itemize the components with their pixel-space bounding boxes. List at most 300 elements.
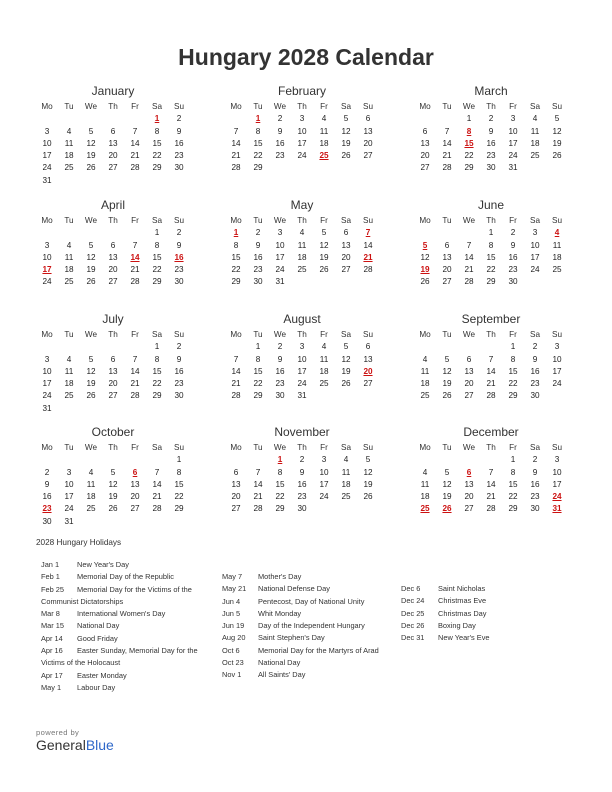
day-cell: 30 [174,277,184,287]
day-cell: 22 [253,151,263,161]
weekday-header: Tu [64,102,74,111]
day-cell: 6 [233,467,239,477]
day-cell: 22 [508,492,518,502]
day-cell: 24 [275,265,285,275]
weekday-header: Sa [529,443,540,452]
holiday-date: Feb 25 [41,584,65,594]
weekday-header: Th [486,443,496,452]
day-cell: 11 [86,479,96,489]
holiday-list-column-3 [401,583,581,644]
day-cell: 12 [86,138,96,148]
day-cell: 5 [365,455,371,465]
weekday-header: Su [362,330,373,339]
weekday-header: We [462,216,476,225]
day-cell: 29 [152,391,162,401]
day-cell: 13 [108,366,118,376]
holiday-date: Dec 24 [401,596,425,606]
day-cell: 18 [420,379,430,389]
weekday-header: Fr [131,443,139,452]
holiday-name: Easter Monday [77,670,127,680]
weekday-header: Fr [509,330,517,339]
weekday-header: Th [486,330,496,339]
empty-cell [102,113,124,125]
day-cell: 23 [174,265,184,275]
month-name: December [463,425,519,439]
empty-cell [247,454,269,466]
day-cell: 17 [42,379,52,389]
day-cell: 6 [466,354,472,364]
holiday-day-cell: 14 [130,252,140,262]
holiday-name: Memorial Day of the Republic [77,572,174,582]
day-cell: 26 [341,151,351,161]
holiday-date: Mar 8 [41,609,60,619]
day-cell: 28 [442,163,452,173]
holiday-day-cell: 1 [255,114,261,124]
day-cell: 9 [277,126,283,136]
day-cell: 21 [231,379,241,389]
empty-cell [80,113,102,125]
weekday-header: Su [362,102,373,111]
day-cell: 15 [508,366,518,376]
holiday-item [401,595,581,607]
day-cell: 6 [110,354,116,364]
empty-cell [58,341,80,353]
holiday-day-cell: 16 [174,252,184,262]
day-cell: 8 [154,240,160,250]
day-cell: 24 [508,151,518,161]
day-cell: 4 [422,467,428,477]
holiday-day-cell: 24 [552,492,562,502]
day-cell: 7 [488,354,494,364]
day-cell: 17 [64,492,74,502]
empty-cell [414,454,436,466]
holiday-name: Whit Monday [258,608,302,618]
day-cell: 28 [231,391,241,401]
day-cell: 24 [42,163,52,173]
day-cell: 16 [253,252,263,262]
day-cell: 24 [42,277,52,287]
weekday-header: Su [173,330,184,339]
holiday-day-cell: 6 [466,467,472,477]
day-cell: 1 [176,455,182,465]
day-cell: 4 [343,455,349,465]
empty-cell [124,341,146,353]
day-cell: 7 [233,126,239,136]
holiday-name: Memorial Day for the Victims of the [77,584,192,594]
empty-cell [36,454,58,466]
day-cell: 30 [42,516,52,526]
weekday-header: We [462,102,476,111]
month-name: August [283,312,321,326]
day-cell: 21 [231,151,241,161]
day-cell: 27 [108,277,118,287]
day-cell: 13 [130,479,140,489]
weekday-header: Tu [64,216,74,225]
holiday-day-cell: 19 [420,265,430,275]
day-cell: 22 [174,492,184,502]
day-cell: 3 [510,114,516,124]
brand-name-part1: General [36,737,86,753]
day-cell: 18 [64,379,74,389]
day-cell: 4 [66,354,72,364]
day-cell: 11 [297,240,307,250]
holidays-title: 2028 Hungary Holidays [36,538,122,547]
day-cell: 5 [88,240,94,250]
day-cell: 8 [233,240,239,250]
day-cell: 17 [552,479,562,489]
day-cell: 21 [464,265,474,275]
weekday-header: Th [108,443,118,452]
day-cell: 9 [488,126,494,136]
holiday-name: Boxing Day [438,620,476,630]
holiday-name: All Saints' Day [258,670,306,680]
day-cell: 21 [442,151,452,161]
holiday-item [222,645,402,657]
day-cell: 24 [319,492,329,502]
day-cell: 10 [42,366,52,376]
day-cell: 23 [174,151,184,161]
weekday-header: Mo [230,102,242,111]
empty-cell [102,454,124,466]
empty-cell [458,227,480,239]
day-cell: 30 [253,277,263,287]
day-cell: 23 [297,492,307,502]
day-cell: 20 [108,265,118,275]
day-cell: 1 [154,228,160,238]
day-cell: 18 [64,151,74,161]
day-cell: 15 [275,479,285,489]
day-cell: 7 [444,126,450,136]
empty-cell [102,227,124,239]
day-cell: 17 [508,138,518,148]
holiday-name: National Defense Day [258,584,330,594]
holiday-day-cell: 31 [552,504,562,514]
day-cell: 15 [152,252,162,262]
day-cell: 20 [363,138,373,148]
day-cell: 27 [363,379,373,389]
holiday-date: Dec 26 [401,620,425,630]
weekday-header: Mo [230,216,242,225]
day-cell: 20 [231,492,241,502]
day-cell: 3 [277,228,283,238]
holiday-name: Easter Sunday, Memorial Day for the [77,646,198,656]
day-cell: 10 [530,240,540,250]
day-cell: 26 [86,277,96,287]
day-cell: 5 [88,126,94,136]
day-cell: 11 [341,467,351,477]
day-cell: 17 [319,479,329,489]
day-cell: 1 [255,342,261,352]
day-cell: 22 [152,265,162,275]
month-october [36,425,190,528]
day-cell: 19 [86,379,96,389]
weekday-header: Mo [41,330,53,339]
day-cell: 26 [341,379,351,389]
day-cell: 16 [275,366,285,376]
day-cell: 19 [108,492,118,502]
day-cell: 29 [152,163,162,173]
empty-cell [102,341,124,353]
day-cell: 19 [341,138,351,148]
day-cell: 13 [363,126,373,136]
day-cell: 11 [64,366,74,376]
holiday-name-continued: Victims of the Holocaust [41,658,121,668]
day-cell: 13 [420,138,430,148]
day-cell: 18 [319,138,329,148]
day-cell: 31 [42,403,52,413]
holiday-date: Dec 25 [401,608,425,618]
day-cell: 30 [486,163,496,173]
day-cell: 15 [253,138,263,148]
day-cell: 4 [321,114,327,124]
day-cell: 11 [64,138,74,148]
day-cell: 20 [130,492,140,502]
day-cell: 1 [510,342,516,352]
weekday-header: We [84,102,98,111]
holiday-day-cell: 6 [132,467,138,477]
empty-cell [124,454,146,466]
weekday-header: We [273,330,287,339]
day-cell: 20 [420,151,430,161]
day-cell: 23 [486,151,496,161]
day-cell: 29 [508,391,518,401]
day-cell: 26 [552,151,562,161]
empty-cell [58,113,80,125]
day-cell: 27 [464,504,474,514]
day-cell: 19 [341,366,351,376]
day-cell: 29 [253,163,263,173]
day-cell: 7 [132,126,138,136]
day-cell: 28 [130,163,140,173]
weekday-header: Tu [442,216,452,225]
day-cell: 25 [64,391,74,401]
day-cell: 19 [86,151,96,161]
day-cell: 18 [297,252,307,262]
month-name: May [290,198,314,212]
holiday-list-column-2 [222,571,402,682]
weekday-header: Su [362,443,373,452]
holiday-date: Apr 14 [41,633,63,643]
holiday-item [41,682,221,694]
month-december [414,425,568,516]
holiday-day-cell: 25 [420,504,430,514]
day-cell: 14 [363,240,373,250]
day-cell: 19 [363,479,373,489]
weekday-header: Tu [253,443,263,452]
weekday-header: We [273,102,287,111]
holiday-date: Jan 1 [41,560,60,569]
month-may [225,198,379,289]
day-cell: 2 [44,467,50,477]
empty-cell [36,227,58,239]
day-cell: 8 [154,126,160,136]
day-cell: 14 [231,138,241,148]
day-cell: 12 [442,366,452,376]
day-cell: 10 [508,126,518,136]
holiday-name: National Day [77,621,120,631]
empty-cell [80,341,102,353]
holiday-date: May 1 [41,682,62,692]
weekday-header: Sa [151,330,162,339]
day-cell: 8 [510,467,516,477]
day-cell: 5 [554,114,560,124]
day-cell: 22 [152,379,162,389]
day-cell: 3 [299,114,305,124]
day-cell: 15 [253,366,263,376]
day-cell: 19 [442,492,452,502]
day-cell: 11 [552,240,562,250]
day-cell: 1 [510,455,516,465]
day-cell: 25 [341,492,351,502]
day-cell: 3 [44,240,50,250]
day-cell: 7 [466,240,472,250]
empty-cell [225,341,247,353]
weekday-header: Sa [151,443,162,452]
day-cell: 4 [422,354,428,364]
holiday-day-cell: 21 [363,252,373,262]
day-cell: 10 [64,479,74,489]
day-cell: 20 [341,252,351,262]
day-cell: 31 [275,277,285,287]
day-cell: 30 [174,163,184,173]
day-cell: 12 [108,479,118,489]
day-cell: 14 [130,366,140,376]
holiday-day-cell: 1 [277,455,283,465]
day-cell: 24 [297,151,307,161]
weekday-header: We [84,443,98,452]
day-cell: 2 [255,228,261,238]
day-cell: 3 [532,228,538,238]
weekday-header: Su [551,443,562,452]
day-cell: 20 [108,379,118,389]
month-january [36,84,190,187]
day-cell: 25 [530,151,540,161]
day-cell: 12 [341,354,351,364]
day-cell: 18 [530,138,540,148]
weekday-header: Fr [509,102,517,111]
day-cell: 6 [365,342,371,352]
holiday-day-cell: 15 [464,138,474,148]
holiday-date: May 21 [222,584,247,594]
month-july [36,312,190,415]
day-cell: 17 [530,252,540,262]
weekday-header: Th [108,216,118,225]
day-cell: 23 [275,379,285,389]
holiday-name: Mother's Day [258,572,302,581]
day-cell: 19 [86,265,96,275]
day-cell: 4 [299,228,305,238]
day-cell: 28 [231,163,241,173]
month-grid [225,442,379,516]
holiday-name: Christmas Day [438,608,487,618]
month-grid [414,215,568,289]
day-cell: 21 [130,265,140,275]
month-name: July [102,312,124,326]
holiday-name: New Year's Eve [438,633,490,643]
day-cell: 13 [464,479,474,489]
weekday-header: Mo [419,216,431,225]
day-cell: 3 [44,354,50,364]
day-cell: 2 [176,228,182,238]
empty-cell [436,227,458,239]
holiday-name: Saint Stephen's Day [258,633,325,643]
day-cell: 14 [253,479,263,489]
day-cell: 29 [464,163,474,173]
month-grid [414,329,568,403]
day-cell: 9 [510,240,516,250]
holiday-item [41,670,221,682]
day-cell: 31 [42,175,52,185]
day-cell: 5 [343,114,349,124]
day-cell: 3 [554,455,560,465]
day-cell: 21 [253,492,263,502]
weekday-header: Sa [340,216,351,225]
day-cell: 22 [486,265,496,275]
day-cell: 6 [422,126,428,136]
day-cell: 12 [420,252,430,262]
weekday-header: Fr [131,216,139,225]
holiday-item [222,583,402,595]
day-cell: 18 [319,366,329,376]
empty-cell [458,341,480,353]
day-cell: 1 [154,342,160,352]
month-june [414,198,568,289]
day-cell: 30 [275,391,285,401]
holiday-name: New Year's Day [77,560,129,569]
day-cell: 20 [464,379,474,389]
day-cell: 14 [486,479,496,489]
day-cell: 30 [174,391,184,401]
day-cell: 26 [442,391,452,401]
day-cell: 21 [130,379,140,389]
weekday-header: Th [297,102,307,111]
day-cell: 21 [152,492,162,502]
empty-cell [36,113,58,125]
day-cell: 26 [108,504,118,514]
day-cell: 12 [363,467,373,477]
day-cell: 27 [341,265,351,275]
holiday-day-cell: 7 [365,228,371,238]
empty-cell [225,113,247,125]
month-grid [36,101,190,187]
day-cell: 3 [66,467,72,477]
day-cell: 2 [277,342,283,352]
day-cell: 19 [552,138,562,148]
day-cell: 17 [297,366,307,376]
day-cell: 2 [510,228,516,238]
day-cell: 13 [231,479,241,489]
holiday-date: Jun 5 [222,608,241,618]
empty-cell [414,227,436,239]
holiday-item [401,620,581,632]
day-cell: 14 [231,366,241,376]
day-cell: 31 [508,163,518,173]
holiday-name: Good Friday [77,633,118,643]
empty-cell [80,454,102,466]
day-cell: 7 [132,354,138,364]
weekday-header: Mo [41,216,53,225]
day-cell: 9 [44,479,50,489]
day-cell: 28 [486,504,496,514]
day-cell: 11 [319,354,329,364]
day-cell: 16 [275,138,285,148]
day-cell: 16 [530,479,540,489]
holiday-day-cell: 26 [442,504,452,514]
month-grid [414,101,568,175]
empty-cell [436,113,458,125]
month-grid [414,442,568,516]
day-cell: 9 [176,354,182,364]
